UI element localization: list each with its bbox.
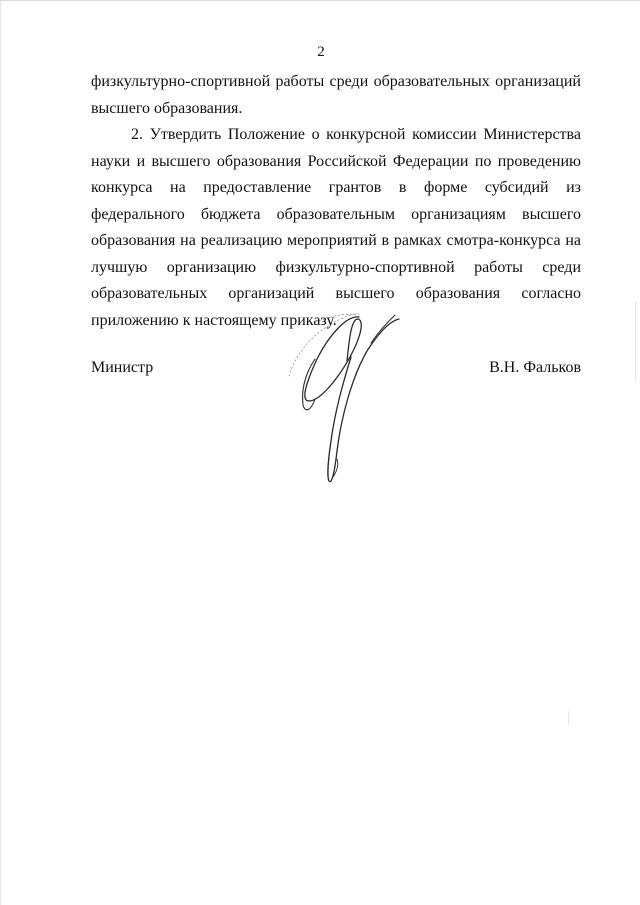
page-number: 2 [317,44,325,60]
signer-role: Министр [91,359,154,376]
paragraph-continuation: физкультурно-спортивной работы среди образовательных организаций высшего образования. [91,73,581,117]
scan-artifact-line [568,711,569,725]
document-body [91,69,581,334]
scan-artifact-line [635,301,636,381]
paragraph-item-2: 2. Утвердить Положение о конкурсной комиссии Министерства науки и высшего образования Российской Федерации по проведению конкурса на предоставление грантов в форме субсидий из федерального бюджета образовательным организациям высшего образования на реализацию мероприятий в рамках смотра-конкурса на лучшую организацию физкультурно-спортивной работы среди образовательных организаций высшего образования согласно приложению к настоящему приказу. [91,126,581,329]
handwritten-signature-icon [259,301,409,491]
signer-name: В.Н. Фальков [489,359,581,376]
signature-block [91,359,581,383]
